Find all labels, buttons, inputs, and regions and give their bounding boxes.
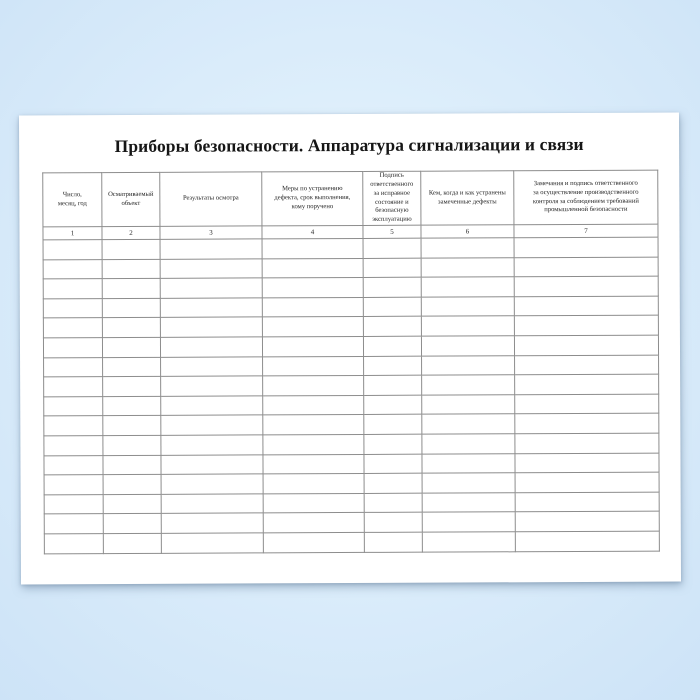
column-number: 2 xyxy=(102,226,160,239)
table-cell xyxy=(44,436,103,456)
table-cell xyxy=(103,416,161,436)
table-cell xyxy=(263,454,364,474)
table-cell xyxy=(422,375,515,395)
column-header-measures: Меры по устранению дефекта, срок выполнения, кому поручено xyxy=(262,171,363,225)
table-cell xyxy=(161,494,263,514)
table-cell xyxy=(44,357,103,377)
table-row xyxy=(44,492,659,514)
table-cell xyxy=(43,298,102,318)
column-number: 7 xyxy=(514,224,658,238)
table-row xyxy=(43,335,658,357)
table-cell xyxy=(161,396,263,416)
table-cell xyxy=(515,413,659,433)
table-cell xyxy=(43,240,102,260)
table-cell xyxy=(161,454,263,474)
table-cell xyxy=(422,492,515,512)
table-cell xyxy=(262,336,363,356)
column-header-remarks: Замечания и подпись ответственного за осуществление производственного контроля за соблюдением требований промышленной безопасности xyxy=(514,170,658,225)
table-cell xyxy=(515,453,659,473)
table-cell xyxy=(263,376,364,396)
table-cell xyxy=(263,434,364,454)
table-cell xyxy=(514,316,658,336)
table-cell xyxy=(421,297,514,317)
table-cell xyxy=(43,318,102,338)
table-cell xyxy=(102,298,160,318)
table-cell xyxy=(364,356,422,376)
table-cell xyxy=(44,396,103,416)
table-cell xyxy=(363,277,421,297)
table-cell xyxy=(364,493,422,513)
column-number: 6 xyxy=(421,225,514,238)
table-cell xyxy=(422,355,515,375)
table-cell xyxy=(43,338,102,358)
table-cell xyxy=(44,475,103,495)
table-cell xyxy=(422,414,515,434)
table-cell xyxy=(44,533,103,553)
table-cell xyxy=(514,335,658,355)
table-body xyxy=(43,237,659,553)
table-row xyxy=(44,511,659,533)
table-cell xyxy=(515,433,659,453)
document-page xyxy=(19,113,681,585)
table-cell xyxy=(263,513,364,533)
table-cell xyxy=(363,336,421,356)
table-row xyxy=(43,316,658,338)
table-cell xyxy=(161,376,263,396)
table-row xyxy=(43,237,658,259)
table-row xyxy=(44,374,659,396)
column-header-results: Результаты осмотра xyxy=(160,172,262,226)
table-cell xyxy=(160,337,262,357)
table-cell xyxy=(44,416,103,436)
table-cell xyxy=(102,337,160,357)
table-cell xyxy=(421,277,514,297)
table-cell xyxy=(102,279,160,299)
table-cell xyxy=(263,415,364,435)
table-cell xyxy=(160,317,262,337)
table-row xyxy=(43,257,658,279)
table-cell xyxy=(422,512,515,532)
table-cell xyxy=(515,394,659,414)
table-cell xyxy=(102,259,160,279)
column-header-date: Число, месяц, год xyxy=(43,173,102,227)
table-cell xyxy=(43,279,102,299)
table-cell xyxy=(364,454,422,474)
table-cell xyxy=(514,276,658,296)
table-row xyxy=(44,355,659,377)
table-cell xyxy=(103,357,161,377)
table-cell xyxy=(421,336,514,356)
table-cell xyxy=(514,237,658,257)
column-number: 5 xyxy=(363,225,421,238)
table-cell xyxy=(422,453,515,473)
table-cell xyxy=(103,514,161,534)
table-cell xyxy=(103,455,161,475)
table-cell xyxy=(263,532,364,552)
column-header-elimination: Кем, когда и как устранены замеченные дефекты xyxy=(421,171,514,225)
column-number: 1 xyxy=(43,227,102,240)
table-cell xyxy=(262,317,363,337)
table-cell xyxy=(160,239,262,259)
table-cell xyxy=(515,472,659,492)
table-cell xyxy=(421,257,514,277)
table-cell xyxy=(161,474,263,494)
table-cell xyxy=(422,395,515,415)
table-cell xyxy=(103,474,161,494)
table-cell xyxy=(160,278,262,298)
table-cell xyxy=(103,494,161,514)
table-cell xyxy=(363,258,421,278)
table-cell xyxy=(43,259,102,279)
table-cell xyxy=(515,531,659,551)
table-cell xyxy=(262,278,363,298)
table-cell xyxy=(515,511,659,531)
table-cell xyxy=(160,258,262,278)
table-cell xyxy=(103,435,161,455)
table-row xyxy=(44,531,659,553)
table-cell xyxy=(263,493,364,513)
column-number: 4 xyxy=(262,225,363,238)
table-cell xyxy=(161,435,263,455)
table-cell xyxy=(363,238,421,258)
table-cell xyxy=(262,238,363,258)
table-cell xyxy=(364,415,422,435)
table-cell xyxy=(263,395,364,415)
table-cell xyxy=(515,355,659,375)
column-header-signature: Подпись ответственного за исправное состояние и безопасную эксплуатацию xyxy=(363,171,421,225)
table-cell xyxy=(262,297,363,317)
table-row xyxy=(44,453,659,475)
table-cell xyxy=(364,375,422,395)
inspection-log-table xyxy=(42,170,660,554)
table-header-row xyxy=(43,170,658,227)
page-title: Приборы безопасности. Аппаратура сигнализации и связи xyxy=(114,133,584,157)
table-cell xyxy=(44,455,103,475)
table-cell xyxy=(263,356,364,376)
column-header-object: Осматриваемый объект xyxy=(102,172,160,226)
table-cell xyxy=(515,492,659,512)
table-cell xyxy=(422,434,515,454)
table-cell xyxy=(421,238,514,258)
column-number: 3 xyxy=(160,226,262,239)
table-cell xyxy=(161,513,263,533)
table-cell xyxy=(364,512,422,532)
table-cell xyxy=(364,473,422,493)
table-cell xyxy=(161,356,263,376)
table-cell xyxy=(44,514,103,534)
table-row xyxy=(44,413,659,435)
table-row xyxy=(43,276,658,298)
table-cell xyxy=(363,317,421,337)
table-cell xyxy=(262,258,363,278)
table-cell xyxy=(161,415,263,435)
table-cell xyxy=(102,239,160,259)
table-row xyxy=(44,433,659,455)
table-cell xyxy=(421,316,514,336)
table-cell xyxy=(514,296,658,316)
table-cell xyxy=(103,376,161,396)
table-cell xyxy=(161,533,263,553)
table-cell xyxy=(103,396,161,416)
table-cell xyxy=(422,532,515,552)
table-cell xyxy=(364,532,422,552)
table-cell xyxy=(102,318,160,338)
table-cell xyxy=(363,297,421,317)
table-cell xyxy=(103,533,161,553)
table-cell xyxy=(515,374,659,394)
table-cell xyxy=(364,434,422,454)
table-cell xyxy=(44,377,103,397)
table-cell xyxy=(514,257,658,277)
table-row xyxy=(44,472,659,494)
table-cell xyxy=(422,473,515,493)
table-cell xyxy=(160,298,262,318)
table-row xyxy=(44,394,659,416)
table-row xyxy=(43,296,658,318)
table-cell xyxy=(263,474,364,494)
table-cell xyxy=(364,395,422,415)
table-cell xyxy=(44,494,103,514)
